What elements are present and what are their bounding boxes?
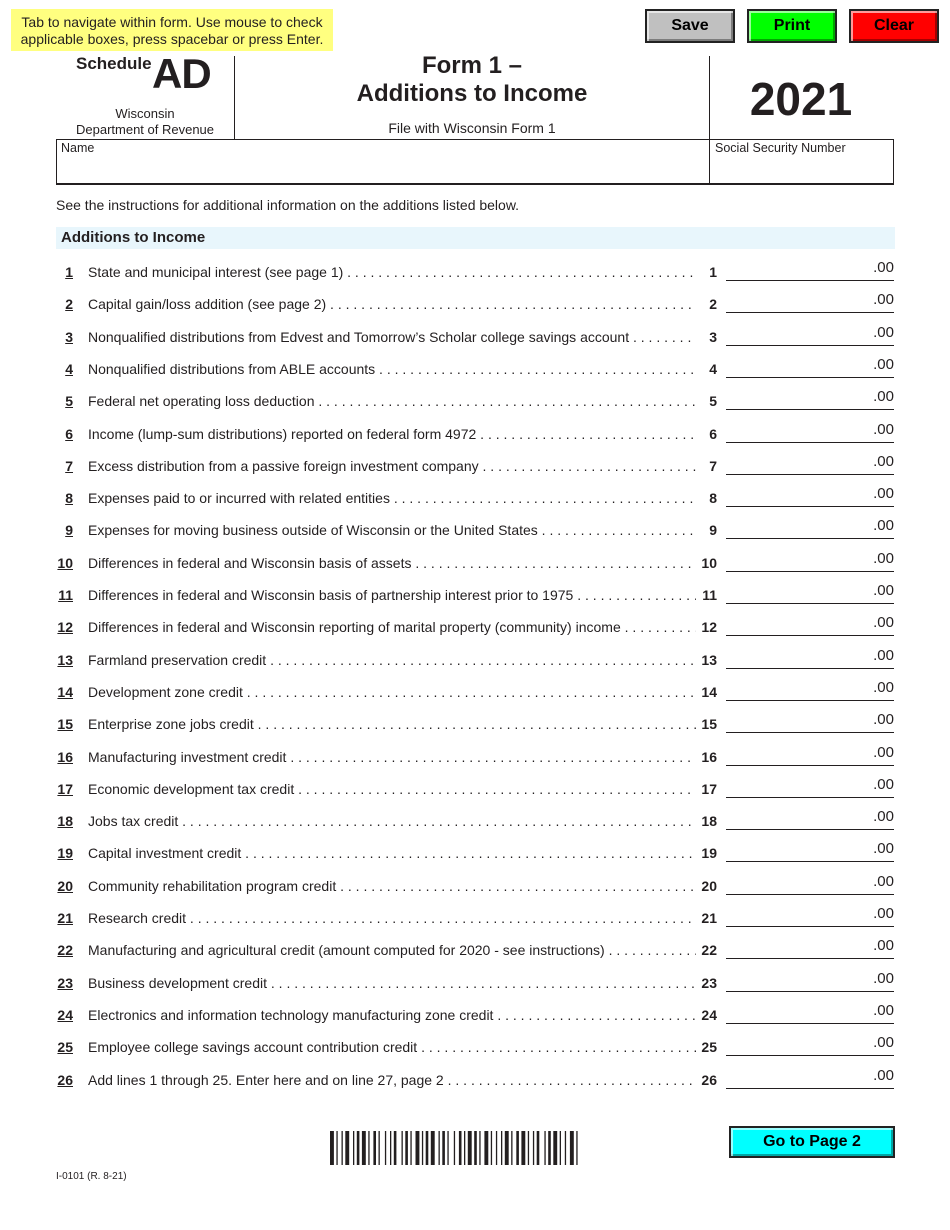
cents-suffix: .00 [873, 872, 894, 890]
line-description: Economic development tax credit . . . [88, 780, 696, 798]
barcode-bar [570, 1131, 574, 1165]
line-number-ref: 24 [701, 1006, 717, 1023]
cents-suffix: .00 [873, 259, 894, 276]
line-item-25 [0, 1034, 950, 1070]
line-number: 19 [57, 845, 73, 862]
line-item-4 [0, 355, 950, 392]
amount-field [726, 1001, 894, 1024]
amount-input-line-24[interactable] [726, 1004, 868, 1025]
cents-suffix: .00 [873, 582, 894, 599]
line-number-ref: 1 [709, 264, 717, 280]
barcode-bar [447, 1131, 448, 1165]
cents-suffix: .00 [873, 485, 894, 503]
barcode-bar [353, 1131, 354, 1165]
amount-input-line-12[interactable] [726, 616, 868, 637]
amount-field [726, 713, 894, 733]
barcode-bar [544, 1131, 545, 1165]
line-number: 15 [57, 716, 73, 733]
ssn-input[interactable] [714, 158, 894, 182]
line-item-13 [0, 646, 950, 683]
cents-suffix: .00 [873, 291, 894, 309]
amount-input-line-2[interactable] [726, 293, 868, 314]
barcode-bar [402, 1131, 403, 1165]
amount-input-line-6[interactable] [726, 423, 868, 444]
line-number-ref: 11 [702, 587, 717, 603]
line-number-ref: 8 [709, 490, 717, 507]
cents-suffix: .00 [873, 1001, 894, 1019]
file-with-note: File with Wisconsin Form 1 [388, 120, 556, 136]
barcode-bar [533, 1131, 534, 1165]
line-number: 24 [57, 1006, 73, 1023]
amount-input-line-14[interactable] [726, 681, 868, 702]
cents-suffix: .00 [873, 646, 894, 664]
schedule-label: Schedule [76, 54, 152, 73]
barcode-bar [505, 1131, 509, 1165]
line-description: Development zone credit . . . [88, 683, 696, 701]
line-number-ref: 5 [709, 393, 717, 410]
line-item-1 [0, 259, 950, 295]
cents-suffix: .00 [873, 969, 894, 987]
line-item-22 [0, 937, 950, 973]
cents-suffix: .00 [873, 355, 894, 373]
amount-input-line-3[interactable] [726, 326, 868, 347]
amount-input-line-9[interactable] [726, 519, 868, 540]
cents-suffix: .00 [873, 840, 894, 858]
header-bottom-rule [56, 139, 894, 140]
line-number: 7 [65, 457, 73, 474]
line-item-19 [0, 840, 950, 876]
cents-suffix: .00 [873, 323, 894, 341]
amount-input-line-5[interactable] [726, 390, 868, 411]
barcode-bar [410, 1131, 411, 1165]
line-description: Enterprise zone jobs credit . . . [88, 715, 696, 733]
save-button[interactable]: Save [645, 9, 735, 43]
line-number: 9 [65, 522, 73, 539]
barcode-bar [565, 1131, 566, 1165]
amount-field [726, 616, 894, 636]
amount-field [726, 261, 894, 281]
line-number-ref: 7 [709, 457, 717, 474]
cents-suffix: .00 [873, 743, 894, 761]
barcode-bar [357, 1131, 360, 1165]
amount-field [726, 420, 894, 443]
amount-field [726, 519, 894, 539]
barcode-bar [537, 1131, 540, 1165]
barcode-bar [528, 1131, 529, 1165]
line-number: 11 [58, 587, 73, 603]
amount-input-line-4[interactable] [726, 358, 868, 379]
amount-field [726, 323, 894, 346]
cents-suffix: .00 [873, 452, 894, 470]
barcode-bar [553, 1131, 557, 1165]
barcode-bar [479, 1131, 480, 1165]
cents-suffix: .00 [873, 1034, 894, 1052]
barcode-bar [459, 1131, 462, 1165]
barcode-image [330, 1131, 622, 1165]
line-number: 4 [65, 360, 73, 377]
cents-suffix: .00 [873, 808, 894, 826]
line-number-ref: 18 [701, 813, 717, 830]
line-number: 20 [57, 877, 73, 894]
line-number-ref: 9 [709, 522, 717, 539]
cents-suffix: .00 [873, 678, 894, 696]
amount-field [726, 743, 894, 766]
line-number-ref: 19 [701, 845, 717, 862]
line-number: 25 [57, 1039, 73, 1056]
line-number-ref: 3 [709, 328, 717, 345]
barcode-bar [560, 1131, 561, 1165]
line-number: 21 [57, 910, 73, 926]
amount-input-line-23[interactable] [726, 972, 868, 993]
line-number: 5 [65, 393, 73, 410]
amount-field [726, 452, 894, 475]
barcode-bar [464, 1131, 465, 1165]
ssn-label: Social Security Number [715, 141, 846, 155]
line-number: 2 [65, 296, 73, 313]
barcode-bar [521, 1131, 525, 1165]
line-description: State and municipal interest (see page 1) . . . [88, 263, 696, 281]
line-description: Federal net operating loss deduction . . . [88, 392, 696, 410]
line-item-18 [0, 808, 950, 844]
agency-name [60, 106, 230, 138]
name-input[interactable] [58, 158, 710, 182]
line-number: 26 [57, 1071, 73, 1088]
line-number: 13 [57, 651, 73, 668]
line-description: Capital gain/loss addition (see page 2) . . . [88, 295, 696, 313]
line-description: Nonqualified distributions from ABLE accounts . . . [88, 360, 696, 378]
tax-year: 2021 [749, 73, 853, 125]
line-description: Farmland preservation credit . . . [88, 651, 696, 669]
barcode-bar [439, 1131, 440, 1165]
line-description: Differences in federal and Wisconsin basis of assets . . . [88, 554, 696, 572]
line-description: Employee college savings account contribution credit . . . [88, 1038, 696, 1056]
line-number-ref: 2 [709, 296, 717, 313]
barcode-bar [511, 1131, 512, 1165]
barcode-bar [385, 1131, 386, 1165]
line-number-ref: 10 [701, 554, 717, 571]
line-description: Excess distribution from a passive foreign investment company . . . [88, 457, 696, 475]
barcode-bar [342, 1131, 343, 1165]
amount-field [726, 939, 894, 959]
line-number-ref: 13 [701, 651, 717, 668]
cents-suffix: .00 [873, 388, 894, 406]
line-number: 23 [57, 974, 73, 991]
line-description: Capital investment credit . . . [88, 844, 696, 862]
line-description: Differences in federal and Wisconsin basis of partnership interest prior to 1975 . . . [88, 586, 696, 604]
line-item-24 [0, 1001, 950, 1038]
line-number: 1 [65, 264, 73, 280]
amount-field [726, 1066, 894, 1089]
line-number: 3 [65, 328, 73, 345]
barcode-bar [548, 1131, 551, 1165]
amount-field [726, 549, 894, 572]
line-item-21 [0, 905, 950, 941]
header-divider-left [234, 56, 235, 140]
amount-field [726, 810, 894, 830]
line-number-ref: 26 [701, 1071, 717, 1088]
line-item-26 [0, 1066, 950, 1103]
barcode-bar [431, 1131, 435, 1165]
line-description: Community rehabilitation program credit . . . [88, 877, 696, 895]
amount-input-line-16[interactable] [726, 746, 868, 767]
line-number: 17 [57, 780, 73, 797]
cents-suffix: .00 [873, 614, 894, 632]
line-description: Research credit . . . [88, 909, 696, 927]
amount-field [726, 907, 894, 927]
line-item-16 [0, 743, 950, 780]
barcode-bar [390, 1131, 391, 1165]
amount-input-line-11[interactable] [726, 584, 868, 605]
amount-field [726, 584, 894, 604]
print-button[interactable]: Print [747, 9, 837, 43]
line-number: 6 [65, 425, 73, 442]
line-item-2 [0, 291, 950, 327]
line-description: Expenses for moving business outside of Wisconsin or the United States . . . [88, 521, 696, 539]
navigation-help-note: Tab to navigate within form. Use mouse to check applicable boxes, press spacebar or press Enter. [11, 9, 333, 51]
line-item-5 [0, 388, 950, 424]
amount-input-line-25[interactable] [726, 1036, 868, 1057]
agency-department: Department of Revenue [75, 122, 215, 137]
name-box-bottom-rule [56, 183, 894, 185]
barcode-bar [368, 1131, 369, 1165]
line-number-ref: 25 [701, 1039, 717, 1056]
line-item-14 [0, 678, 950, 715]
barcode-bar [501, 1131, 502, 1165]
line-item-11 [0, 582, 950, 618]
line-number: 16 [57, 748, 73, 765]
amount-field [726, 678, 894, 701]
line-number-ref: 4 [709, 360, 717, 377]
line-number: 14 [57, 683, 73, 700]
amount-input-line-13[interactable] [726, 649, 868, 670]
form-title-line2: Additions to Income [356, 80, 588, 107]
line-item-23 [0, 969, 950, 1006]
amount-field [726, 355, 894, 378]
form-title-line1: Form 1 – [421, 52, 523, 79]
schedule-code: AD [152, 50, 211, 97]
line-description: Jobs tax credit . . . [88, 812, 696, 830]
barcode-bar [405, 1131, 408, 1165]
line-number-ref: 15 [701, 716, 717, 733]
clear-button[interactable]: Clear [849, 9, 939, 43]
section-title: Additions to Income [61, 229, 206, 246]
barcode-bar [416, 1131, 420, 1165]
line-number-ref: 23 [701, 974, 717, 991]
instructions-text: See the instructions for additional information on the additions listed below. [56, 197, 520, 213]
line-item-7 [0, 452, 950, 489]
line-number: 10 [57, 554, 73, 571]
line-number-ref: 12 [701, 619, 717, 636]
amount-field [726, 842, 894, 862]
barcode-bar [516, 1131, 519, 1165]
name-box-left-edge [56, 139, 57, 184]
line-number-ref: 16 [701, 748, 717, 765]
line-item-10 [0, 549, 950, 586]
line-item-17 [0, 775, 950, 812]
barcode-bar [491, 1131, 492, 1165]
barcode-bar [422, 1131, 423, 1165]
line-item-8 [0, 485, 950, 521]
cents-suffix: .00 [873, 775, 894, 793]
amount-field [726, 390, 894, 410]
line-description: Manufacturing investment credit . . . [88, 748, 696, 766]
amount-field [726, 293, 894, 313]
barcode-bar [362, 1131, 366, 1165]
cents-suffix: .00 [873, 420, 894, 438]
amount-field [726, 775, 894, 798]
amount-input-line-1[interactable] [726, 261, 868, 282]
agency-state: Wisconsin [115, 106, 175, 121]
line-item-12 [0, 614, 950, 650]
barcode-bar [454, 1131, 455, 1165]
barcode-bar [379, 1131, 380, 1165]
amount-input-line-10[interactable] [726, 552, 868, 573]
form-id: I-0101 (R. 8-21) [56, 1171, 127, 1182]
barcode-bar [373, 1131, 376, 1165]
barcode-bar [496, 1131, 497, 1165]
line-number: 8 [65, 490, 73, 507]
amount-field [726, 969, 894, 992]
barcode-bar [474, 1131, 477, 1165]
barcode-bar [442, 1131, 445, 1165]
amount-input-line-21[interactable] [726, 907, 868, 928]
line-number-ref: 6 [709, 425, 717, 442]
line-number-ref: 22 [701, 942, 717, 959]
cents-suffix: .00 [873, 1066, 894, 1084]
name-label: Name [61, 141, 95, 155]
line-item-6 [0, 420, 950, 457]
amount-input-line-22[interactable] [726, 939, 868, 960]
cents-suffix: .00 [873, 937, 894, 955]
amount-input-line-7[interactable] [726, 455, 868, 476]
line-description: Income (lump-sum distributions) reported on federal form 4972 . . . [88, 425, 696, 443]
amount-input-line-19[interactable] [726, 842, 868, 863]
barcode-bar [345, 1131, 349, 1165]
line-item-3 [0, 323, 950, 360]
barcode-bar [484, 1131, 488, 1165]
amount-input-line-15[interactable] [726, 713, 868, 734]
line-description: Manufacturing and agricultural credit (amount computed for 2020 - see instructions) . . . [88, 941, 696, 959]
barcode-bar [576, 1131, 577, 1165]
line-number-ref: 17 [701, 780, 717, 797]
line-number: 22 [57, 942, 73, 959]
form-title [236, 52, 708, 108]
barcode-bar [336, 1131, 337, 1165]
line-number-ref: 20 [701, 877, 717, 894]
line-number: 12 [57, 619, 73, 636]
barcode-bar [426, 1131, 429, 1165]
cents-suffix: .00 [873, 711, 894, 729]
amount-input-line-18[interactable] [726, 810, 868, 831]
line-description: Business development credit . . . [88, 974, 696, 992]
amount-field [726, 646, 894, 669]
line-description: Expenses paid to or incurred with related entities . . . [88, 489, 696, 507]
amount-input-line-17[interactable] [726, 778, 868, 799]
cents-suffix: .00 [873, 549, 894, 567]
amount-field [726, 872, 894, 895]
barcode-bar [330, 1131, 334, 1165]
line-number-ref: 21 [701, 910, 717, 926]
go-to-page-2-button[interactable]: Go to Page 2 [729, 1126, 895, 1158]
line-description: Differences in federal and Wisconsin reporting of marital property (community) income . . . [88, 618, 696, 636]
cents-suffix: .00 [873, 517, 894, 535]
line-number-ref: 14 [701, 683, 717, 700]
amount-field [726, 1036, 894, 1056]
line-item-15 [0, 711, 950, 747]
line-number: 18 [57, 813, 73, 830]
amount-input-line-8[interactable] [726, 487, 868, 508]
amount-input-line-26[interactable] [726, 1069, 868, 1090]
line-item-20 [0, 872, 950, 909]
line-description: Add lines 1 through 25. Enter here and on line 27, page 2 . . . [88, 1071, 696, 1089]
cents-suffix: .00 [873, 905, 894, 922]
barcode-bar [468, 1131, 472, 1165]
barcode-bar [394, 1131, 397, 1165]
line-description: Electronics and information technology manufacturing zone credit . . . [88, 1006, 696, 1024]
line-description: Nonqualified distributions from Edvest and Tomorrow’s Scholar college savings account . . . [88, 328, 696, 346]
amount-field [726, 487, 894, 507]
line-item-9 [0, 517, 950, 553]
amount-input-line-20[interactable] [726, 875, 868, 896]
